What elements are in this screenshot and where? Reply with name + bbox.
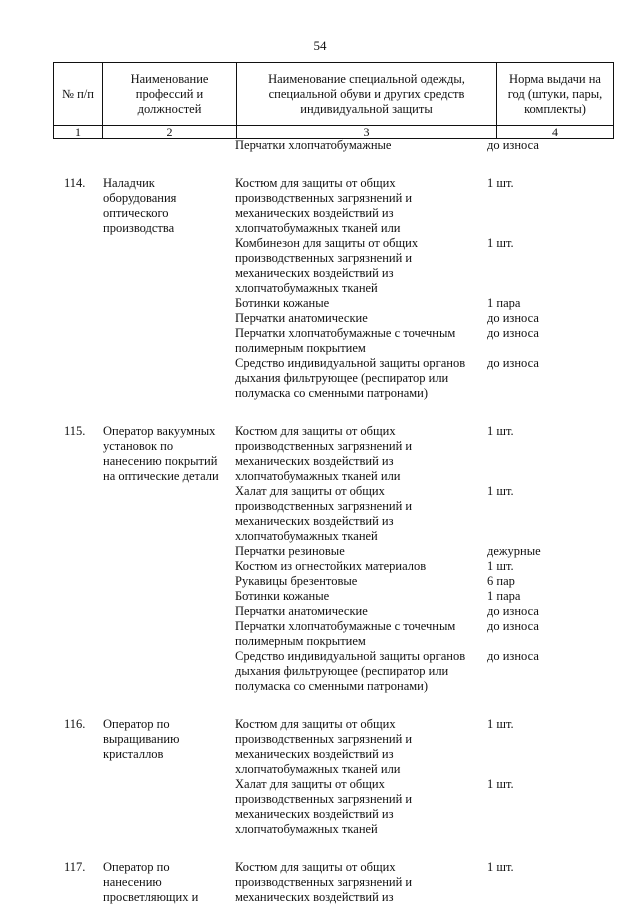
item-norm: 1 шт. (487, 484, 514, 498)
list-item (235, 176, 585, 236)
item-norm: до износа (487, 326, 539, 340)
item-norm: 1 шт. (487, 176, 514, 190)
item-name: Костюм для защиты от общих производственных загрязнений и механических воздействий из хлопчатобумажных тканей или (235, 424, 413, 483)
header-number: № п/п (54, 63, 103, 126)
list-item (235, 544, 585, 559)
item-norm: 6 пар (487, 574, 515, 588)
item-name: Перчатки резиновые (235, 544, 345, 558)
item-name: Костюм для защиты от общих производственных загрязнений и механических воздействий из хлопчатобумажных тканей или (235, 176, 413, 235)
item-name: Костюм для защиты от общих производственных загрязнений и механических воздействий из хлопчатобумажных тканей или (235, 717, 413, 776)
item-name: Перчатки хлопчатобумажные с точечным полимерным покрытием (235, 619, 456, 648)
list-item (235, 311, 585, 326)
profession-name: Оператор вакуумных установок по нанесению покрытий на оптические детали (103, 424, 219, 483)
item-norm: 1 шт. (487, 860, 514, 874)
item-name: Перчатки хлопчатобумажные с точечным полимерным покрытием (235, 326, 456, 355)
table-row (0, 717, 640, 837)
row-number: 117. (64, 860, 86, 874)
list-item (235, 559, 585, 574)
list-item (235, 777, 585, 837)
item-norm: 1 шт. (487, 717, 514, 731)
item-name: Рукавицы брезентовые (235, 574, 358, 588)
list-item (235, 589, 585, 604)
table-header (53, 62, 614, 139)
list-item (235, 356, 585, 401)
item-name: Халат для защиты от общих производственных загрязнений и механических воздействий из хлопчатобумажных тканей (235, 484, 413, 543)
item-name: Ботинки кожаные (235, 296, 330, 310)
list-item (235, 138, 585, 153)
item-name: Комбинезон для защиты от общих производственных загрязнений и механических воздействий из хлопчатобумажных тканей (235, 236, 419, 295)
item-name: Перчатки анатомические (235, 311, 368, 325)
column-index-4: 4 (497, 126, 614, 139)
list-item (235, 574, 585, 589)
column-index-3: 3 (237, 126, 497, 139)
item-name: Халат для защиты от общих производственных загрязнений и механических воздействий из хлопчатобумажных тканей (235, 777, 413, 836)
item-name: Перчатки хлопчатобумажные (235, 138, 392, 152)
profession-name: Оператор по выращиванию кристаллов (103, 717, 180, 761)
list-item (235, 860, 585, 905)
column-index-1: 1 (54, 126, 103, 139)
row-number: 116. (64, 717, 86, 731)
item-norm: до износа (487, 604, 539, 618)
row-number: 114. (64, 176, 86, 190)
table-row (0, 176, 640, 401)
table-row (0, 424, 640, 694)
item-norm: 1 шт. (487, 777, 514, 791)
item-name: Перчатки анатомические (235, 604, 368, 618)
table-body (0, 138, 640, 905)
item-name: Костюм из огнестойких материалов (235, 559, 427, 573)
list-item (235, 484, 585, 544)
column-index-2: 2 (103, 126, 237, 139)
list-item (235, 326, 585, 356)
item-norm: до износа (487, 356, 539, 370)
list-item (235, 604, 585, 619)
list-item (235, 236, 585, 296)
profession-name: Оператор по нанесению просветляющих и (103, 860, 199, 904)
item-norm: 1 пара (487, 296, 521, 310)
item-name: Костюм для защиты от общих производственных загрязнений и механических воздействий из (235, 860, 413, 904)
header-norm: Норма выдачи на год (штуки, пары, комплекты) (497, 63, 614, 126)
page-number: 54 (313, 38, 327, 53)
item-norm: до износа (487, 619, 539, 633)
row-number: 115. (64, 424, 86, 438)
item-name: Средство индивидуальной защиты органов дыхания фильтрующее (респиратор или полумаска со сменными патронами) (235, 649, 466, 693)
item-norm: до износа (487, 311, 539, 325)
list-item (235, 649, 585, 694)
item-name: Ботинки кожаные (235, 589, 330, 603)
item-norm: 1 шт. (487, 424, 514, 438)
continuation-row (0, 138, 640, 153)
table-row (0, 860, 640, 905)
list-item (235, 296, 585, 311)
item-norm: дежурные (487, 544, 541, 558)
list-item (235, 717, 585, 777)
item-norm: 1 шт. (487, 559, 514, 573)
item-name: Средство индивидуальной защиты органов дыхания фильтрующее (респиратор или полумаска со сменными патронами) (235, 356, 466, 400)
item-norm: 1 шт. (487, 236, 514, 250)
item-norm: до износа (487, 138, 539, 152)
profession-name: Наладчик оборудования оптического производства (103, 176, 177, 235)
header-equipment: Наименование специальной одежды, специальной обуви и других средств индивидуальной защиты (237, 63, 497, 126)
item-norm: до износа (487, 649, 539, 663)
header-profession: Наименование профессий и должностей (103, 63, 237, 126)
list-item (235, 424, 585, 484)
item-norm: 1 пара (487, 589, 521, 603)
list-item (235, 619, 585, 649)
